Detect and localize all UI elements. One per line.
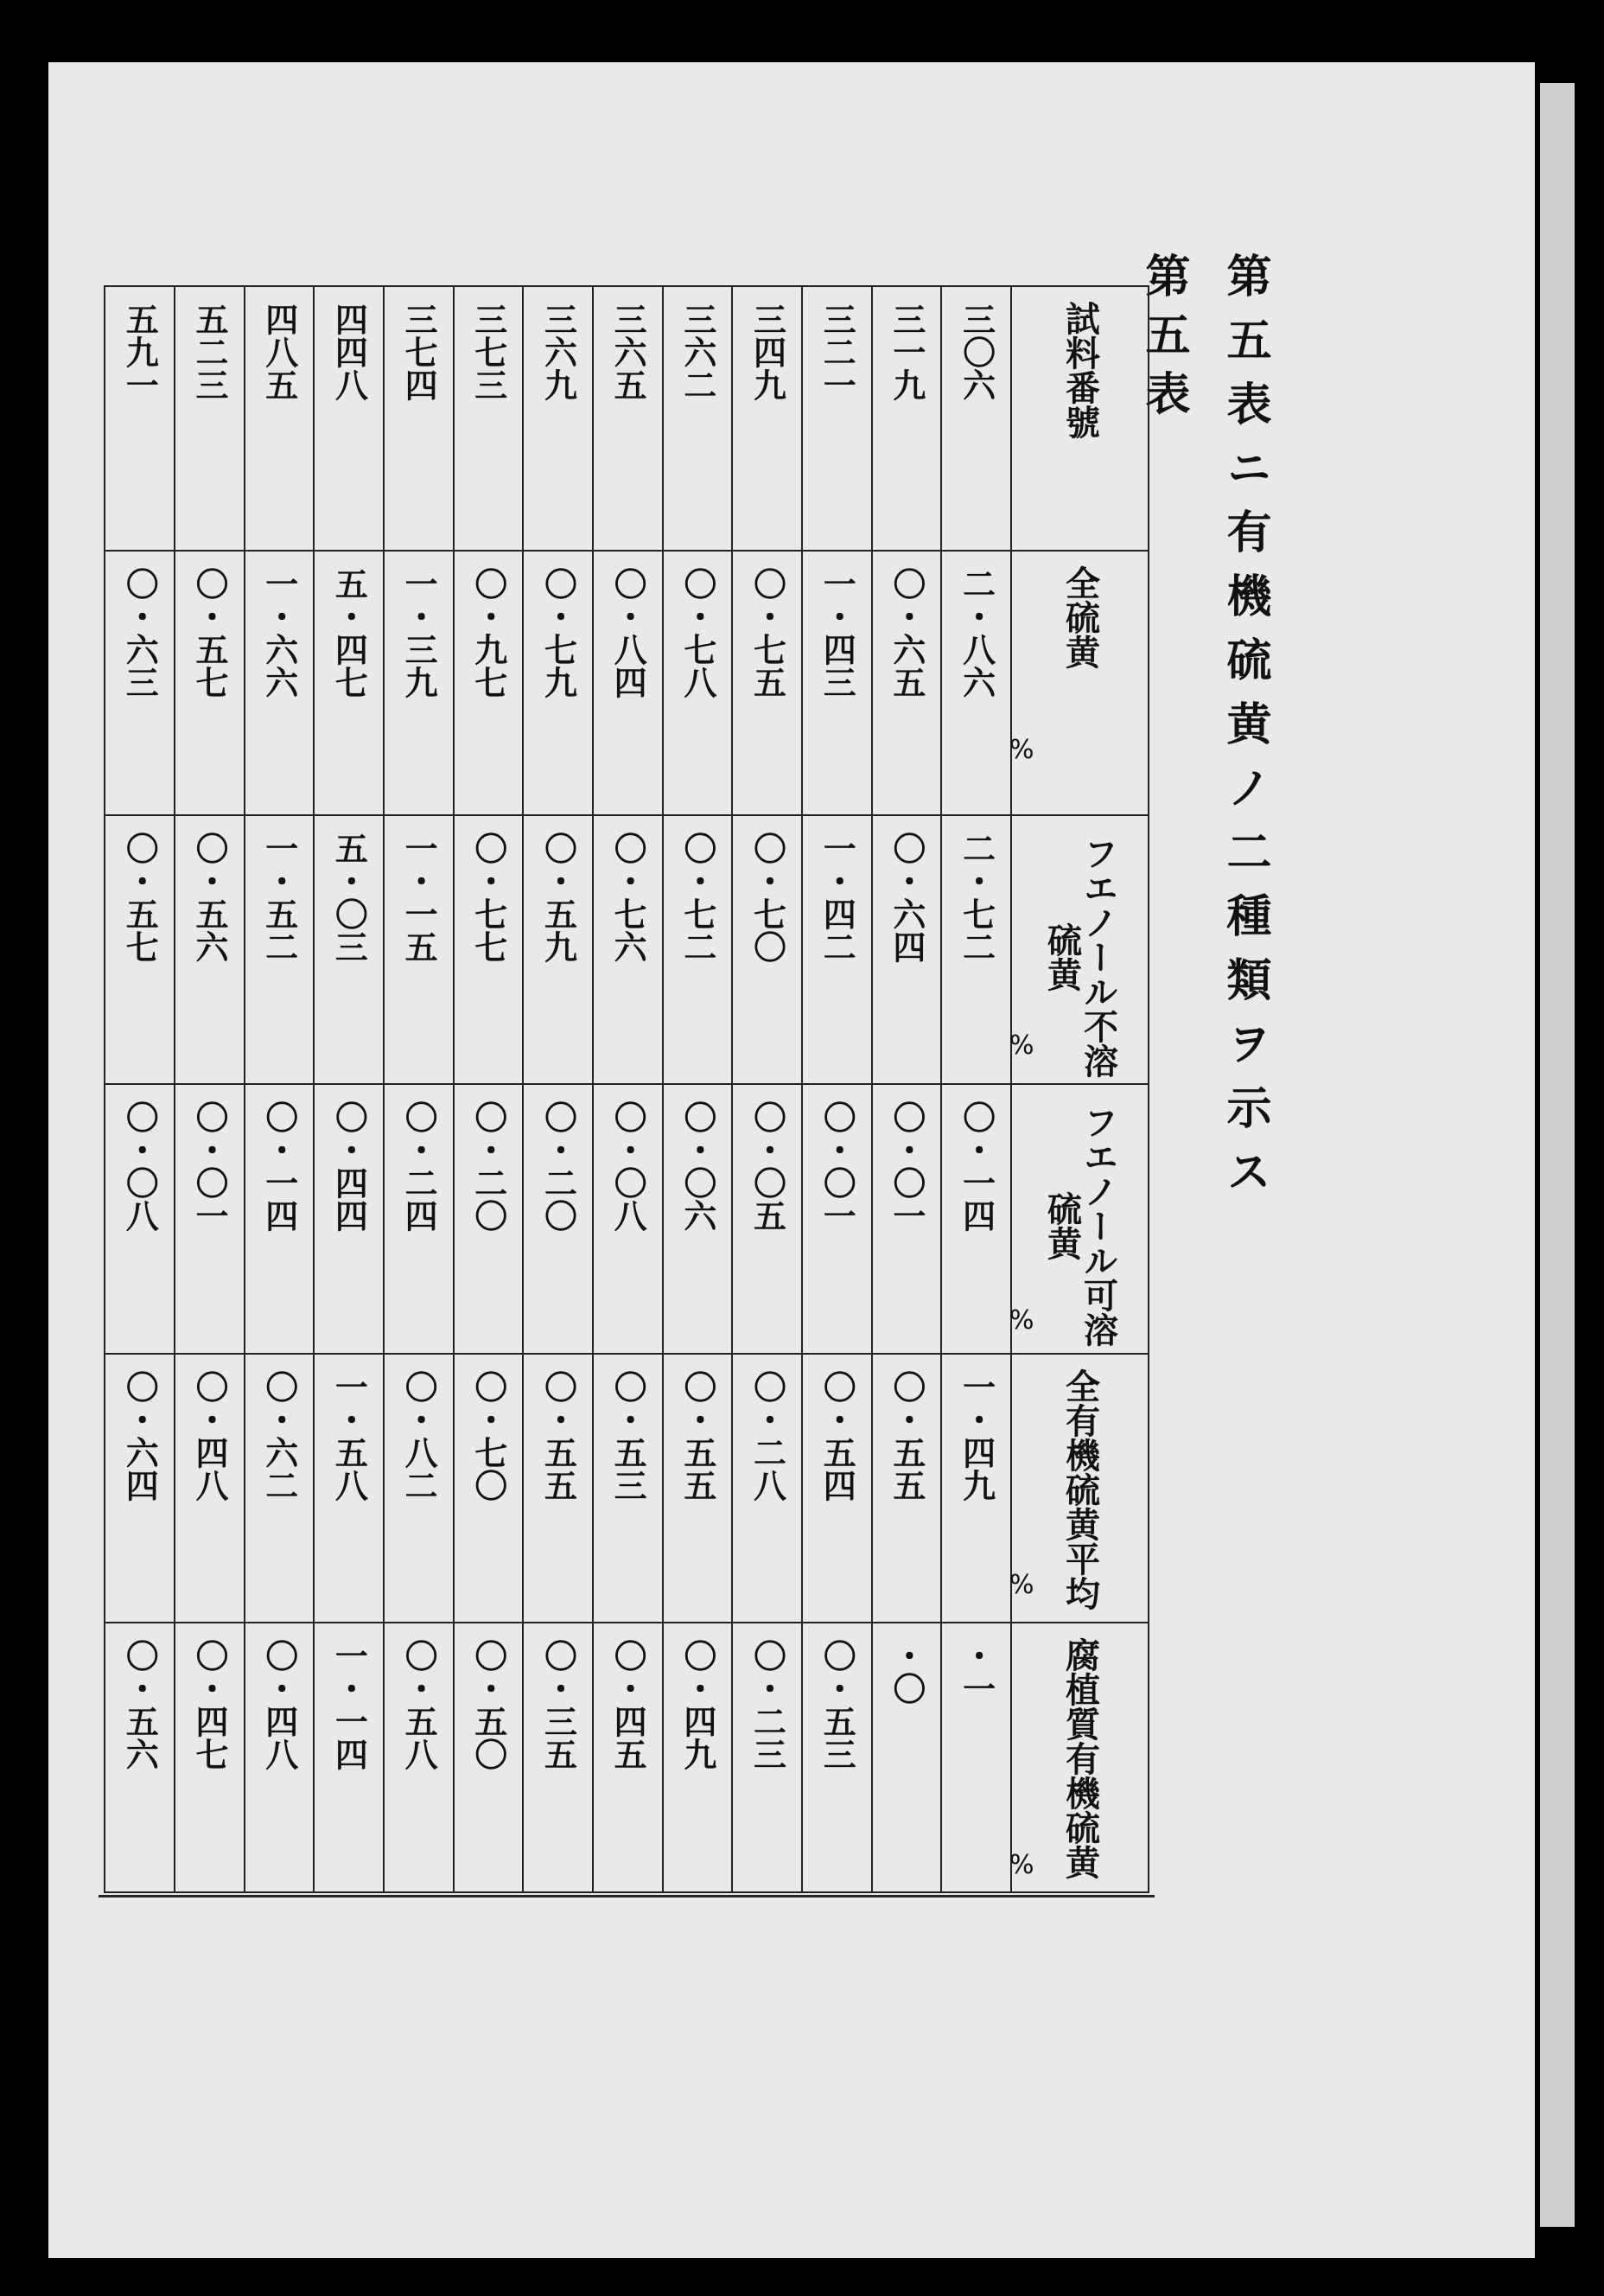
cell: 〇・五七 — [175, 551, 245, 815]
cell: 〇・五五 — [523, 1354, 593, 1623]
cell: 一・四三 — [802, 551, 872, 815]
cell: 〇・七〇 — [732, 815, 802, 1085]
cell: 一・五八 — [314, 1354, 384, 1623]
cell: 〇・〇六 — [663, 1084, 733, 1354]
table-label: 第五表 — [1137, 252, 1190, 429]
cell: 〇・七九 — [523, 551, 593, 815]
unit-mark: % — [1009, 1570, 1034, 1600]
cell: 〇・〇一 — [802, 1084, 872, 1354]
cell: 〇・二〇 — [523, 1084, 593, 1354]
cell: 〇・七八 — [663, 551, 733, 815]
row-organic-average — [105, 1354, 1149, 1623]
cell: 〇・五〇 — [454, 1623, 524, 1892]
header-phenol-insoluble: フエノール不溶硫黄 — [1011, 815, 1149, 1085]
cell: 〇・七〇 — [454, 1354, 524, 1623]
cell: 〇・〇五 — [732, 1084, 802, 1354]
cell: 三〇六 — [941, 286, 1011, 551]
cell: 一・ — [941, 1623, 1011, 1892]
cell: 三六二 — [663, 286, 733, 551]
cell: 〇・二三 — [732, 1623, 802, 1892]
cell: 〇・四四 — [314, 1084, 384, 1354]
cell: 〇・八二 — [384, 1354, 454, 1623]
cell: 〇・四五 — [593, 1623, 663, 1892]
header-sample-number: 試料番號 — [1011, 286, 1149, 551]
cell: 四八五 — [245, 286, 315, 551]
cell: 〇・〇八 — [105, 1084, 175, 1354]
header-humic-organic: 腐植質有機硫黄 — [1011, 1623, 1149, 1892]
cell: 〇・七七 — [454, 815, 524, 1085]
cell: 五九一 — [105, 286, 175, 551]
cell: 〇・六四 — [872, 815, 942, 1085]
cell: 〇・七二 — [663, 815, 733, 1085]
cell: 〇・五六 — [105, 1623, 175, 1892]
header-total-sulfur: 全硫黄 — [1011, 551, 1149, 815]
cell: 〇・五四 — [802, 1354, 872, 1623]
cell: 一・一四 — [314, 1623, 384, 1892]
cell: 〇・七六 — [593, 815, 663, 1085]
row-total-sulfur — [105, 551, 1149, 815]
cell: 〇・四九 — [663, 1623, 733, 1892]
cell: 一・一五 — [384, 815, 454, 1085]
cell: 一・六六 — [245, 551, 315, 815]
cell: 三七四 — [384, 286, 454, 551]
header-organic-average: 全有機硫黄平均 — [1011, 1354, 1149, 1623]
page-edge — [1540, 83, 1575, 2227]
cell: 〇・五三 — [802, 1623, 872, 1892]
cell: 一・三九 — [384, 551, 454, 815]
cell: 三二一 — [802, 286, 872, 551]
cell: 一・四二 — [802, 815, 872, 1085]
row-phenol-soluble — [105, 1084, 1149, 1354]
cell: 〇・六二 — [245, 1354, 315, 1623]
cell: 〇・〇一 — [175, 1084, 245, 1354]
cell: 〇・四八 — [175, 1354, 245, 1623]
cell: 〇・一四 — [245, 1084, 315, 1354]
cell: 〇・〇一 — [872, 1084, 942, 1354]
unit-mark: % — [1009, 735, 1034, 765]
cell: 二・七二 — [941, 815, 1011, 1085]
bottom-rule — [99, 1895, 1155, 1897]
cell: 〇・五五 — [663, 1354, 733, 1623]
cell: 〇・九七 — [454, 551, 524, 815]
row-humic-organic — [105, 1623, 1149, 1892]
cell: 二・八六 — [941, 551, 1011, 815]
unit-mark: % — [1009, 1305, 1034, 1336]
cell: 〇・七五 — [732, 551, 802, 815]
cell: 〇・五六 — [175, 815, 245, 1085]
cell: 五・四七 — [314, 551, 384, 815]
cell: 三四九 — [732, 286, 802, 551]
cell: 〇・五七 — [105, 815, 175, 1085]
cell: 〇・六四 — [105, 1354, 175, 1623]
cell: 〇・一四 — [941, 1084, 1011, 1354]
cell: 〇・六五 — [872, 551, 942, 815]
unit-mark: % — [1009, 1030, 1034, 1061]
cell: 五二三 — [175, 286, 245, 551]
cell: 三一九 — [872, 286, 942, 551]
cell: 三六九 — [523, 286, 593, 551]
caption-title: 第五表ニ有機硫黄ノ二種類ヲ示ス — [1219, 252, 1271, 1212]
cell: 〇・五三 — [593, 1354, 663, 1623]
cell: 〇・四八 — [245, 1623, 315, 1892]
cell: 〇・五八 — [384, 1623, 454, 1892]
cell: 〇・二四 — [384, 1084, 454, 1354]
cell: 四四八 — [314, 286, 384, 551]
cell: 〇・〇八 — [593, 1084, 663, 1354]
cell: 〇・二〇 — [454, 1084, 524, 1354]
row-phenol-insoluble — [105, 815, 1149, 1085]
cell: 〇・八四 — [593, 551, 663, 815]
header-row — [105, 286, 1149, 551]
header-phenol-soluble: フエノール可溶硫黄 — [1011, 1084, 1149, 1354]
cell: 一・四九 — [941, 1354, 1011, 1623]
cell: 三六五 — [593, 286, 663, 551]
data-table — [104, 285, 1149, 1893]
cell: 〇・五五 — [872, 1354, 942, 1623]
cell: 〇・四七 — [175, 1623, 245, 1892]
cell: 〇・三五 — [523, 1623, 593, 1892]
cell: 三七三 — [454, 286, 524, 551]
cell: 五・〇三 — [314, 815, 384, 1085]
cell: 一・五二 — [245, 815, 315, 1085]
cell: 〇・五九 — [523, 815, 593, 1085]
cell: 〇・ — [872, 1623, 942, 1892]
cell: 〇・二八 — [732, 1354, 802, 1623]
cell: 〇・六三 — [105, 551, 175, 815]
unit-mark: % — [1009, 1850, 1034, 1880]
